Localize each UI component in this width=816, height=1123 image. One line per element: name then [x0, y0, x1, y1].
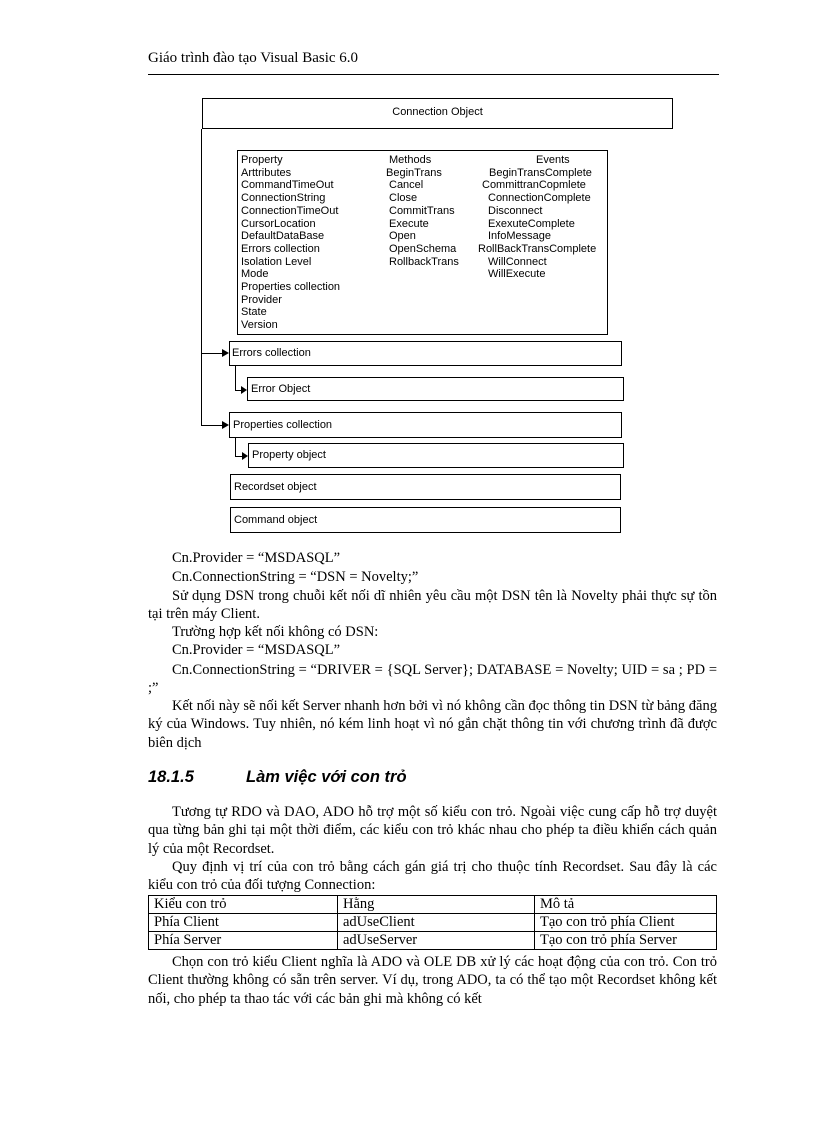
event-item: WillConnect: [488, 255, 547, 268]
table-row: [149, 914, 717, 932]
table-cell: Phía Client: [149, 914, 338, 932]
property-item: State: [241, 306, 267, 319]
table-cell: Tạo con trỏ phía Client: [535, 914, 717, 932]
command-object-box: [230, 507, 621, 533]
error-object-box: [247, 377, 624, 401]
code-line: Cn.ConnectionString = “DSN = Novelty;”: [172, 569, 419, 585]
errors-collection-box: [229, 341, 622, 366]
table-cell: Phía Server: [149, 932, 338, 950]
event-item: ExexuteComplete: [488, 217, 575, 230]
event-item: InfoMessage: [488, 230, 551, 243]
section-title: Làm việc với con trỏ: [246, 768, 407, 786]
text-line: Trường hợp kết nối không có DSN:: [172, 624, 379, 640]
section-number: 18.1.5: [148, 768, 194, 786]
events-column: [478, 154, 596, 281]
method-item: CommitTrans: [389, 204, 455, 217]
property-item: DefaultDataBase: [241, 230, 325, 243]
table-cell: adUseServer: [338, 932, 535, 950]
connection-object-box: [202, 98, 673, 129]
event-item: BeginTransComplete: [489, 166, 592, 179]
property-item: Errors collection: [241, 242, 320, 255]
properties-collection-box: [229, 412, 622, 438]
arrow-right-icon: [222, 421, 229, 429]
code-line: Cn.Provider = “MSDASQL”: [172, 550, 341, 566]
method-item: Close: [389, 192, 418, 205]
paragraph: Quy định vị trí của con trỏ bằng cách gán giá trị cho thuộc tính Recordset. Sau đây là các kiểu con trỏ của đối tượng Connection:: [148, 859, 717, 894]
property-item: CommandTimeOut: [241, 179, 334, 192]
properties-collection-label: Properties collection: [233, 419, 333, 431]
recordset-object-box: [230, 474, 621, 500]
recordset-object-label: Recordset object: [234, 481, 317, 493]
paragraph: Kết nối này sẽ nối kết Server nhanh hơn bởi vì nó không cần đọc thông tin DSN từ bảng đăng ký của Windows. Tuy nhiên, nó kém linh hoạt vì nó gắn chặt thông tin với chương trình đã được biên dịch: [148, 698, 717, 751]
method-item: Execute: [389, 217, 429, 230]
cursor-type-table: [148, 895, 717, 950]
property-item: Properties collection: [241, 281, 341, 294]
event-item: Disconnect: [488, 204, 543, 217]
method-item: OpenSchema: [389, 242, 457, 255]
connector: [235, 438, 236, 456]
property-item: Version: [241, 319, 278, 332]
method-item: Open: [389, 230, 416, 243]
paragraph: Tương tự RDO và DAO, ADO hỗ trợ một số kiểu con trỏ. Ngoài việc cung cấp hỗ trợ duyệt qua từng bản ghi tại một thời điểm, các kiểu con trỏ khác nhau cho phép ta điều khiển cách quản lý của một Recordset.: [148, 804, 717, 857]
table-cell: Tạo con trỏ phía Server: [535, 932, 717, 950]
property-item: Isolation Level: [241, 255, 312, 268]
event-item: RollBackTransComplete: [478, 242, 597, 255]
code-paragraph: Cn.ConnectionString = “DRIVER = {SQL Server}; DATABASE = Novelty; UID = sa ; PD = ;”: [148, 662, 717, 697]
method-item: RollbackTrans: [389, 255, 459, 268]
methods-column: [386, 154, 459, 268]
connection-object-label: Connection Object: [392, 106, 483, 118]
section-heading: [148, 768, 407, 787]
code-line: Cn.Provider = “MSDASQL”: [172, 642, 341, 658]
errors-collection-label: Errors collection: [232, 347, 311, 359]
methods-header: Methods: [389, 154, 432, 166]
event-item: ConnectionComplete: [488, 192, 591, 205]
property-item: Arttributes: [241, 166, 292, 179]
connector: [235, 366, 236, 390]
property-object-label: Property object: [252, 449, 326, 461]
property-item: ConnectionTimeOut: [241, 204, 339, 217]
events-header: Events: [536, 154, 570, 166]
properties-header: Property: [241, 154, 283, 166]
method-item: BeginTrans: [386, 166, 442, 179]
event-item: CommittranCopmlete: [482, 179, 586, 192]
table-header-cell: Mô tả: [535, 896, 717, 914]
table-header-cell: Hằng: [338, 896, 535, 914]
method-item: Cancel: [389, 179, 424, 192]
arrow-right-icon: [222, 349, 229, 357]
table-row: [149, 932, 717, 950]
property-object-box: [248, 443, 624, 468]
table-header-cell: Kiểu con trỏ: [149, 896, 338, 914]
table-cell: adUseClient: [338, 914, 535, 932]
property-item: CursorLocation: [241, 217, 316, 230]
property-item: Provider: [241, 293, 282, 306]
error-object-label: Error Object: [251, 383, 311, 395]
command-object-label: Command object: [234, 514, 318, 526]
header-rule: [148, 74, 719, 75]
event-item: WillExecute: [488, 268, 546, 281]
paragraph: Sử dụng DSN trong chuỗi kết nối dĩ nhiên yêu cầu một DSN tên là Novelty phải thực sự tồn tại trên máy Client.: [148, 588, 717, 623]
table-header-row: [149, 896, 717, 914]
page-header: Giáo trình đào tạo Visual Basic 6.0: [148, 50, 359, 66]
property-item: Mode: [241, 268, 269, 281]
main-connector: [201, 129, 202, 425]
paragraph: Chọn con trỏ kiểu Client nghĩa là ADO và OLE DB xử lý các hoạt động của con trỏ. Con trỏ Client thường không có sẵn trên server. Ví dụ, trong ADO, ta có thể tạo một Recordset không kết nối, cho phép ta thao tác với các bản ghi mà không có kết: [148, 954, 717, 1007]
property-item: ConnectionString: [241, 192, 326, 205]
properties-column: [241, 154, 340, 332]
